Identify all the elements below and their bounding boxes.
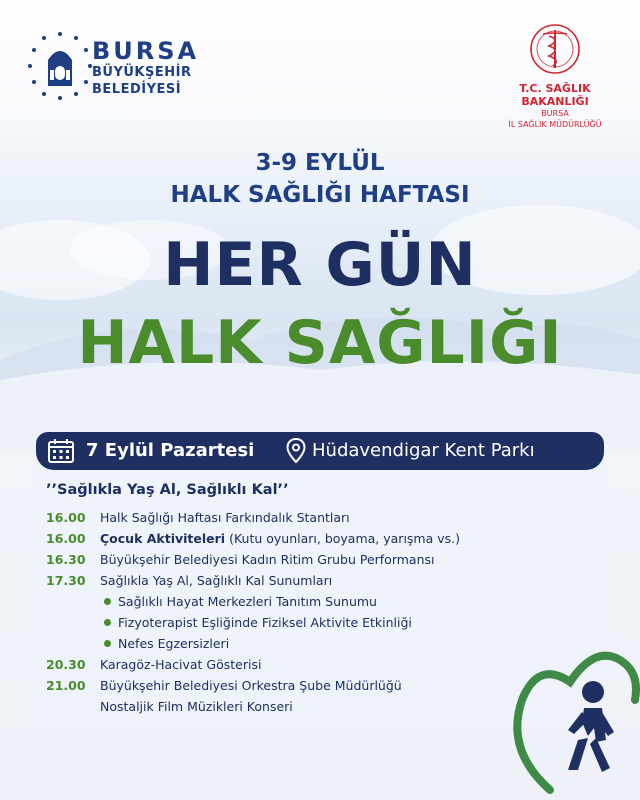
heart-walker-graphic: [510, 640, 640, 800]
ministry-name: T.C. SAĞLIK BAKANLIĞI: [519, 82, 591, 108]
schedule-title-text: Nostaljik Film Müzikleri Konseri: [100, 699, 293, 714]
location-pin-icon: [286, 438, 306, 464]
schedule-time: 16.00: [46, 531, 86, 546]
event-header-bar: [36, 432, 604, 470]
schedule-time: 16.00: [46, 510, 86, 525]
schedule-title-text: Çocuk Aktiviteleri: [100, 531, 226, 546]
caduceus-icon: [525, 22, 585, 76]
brand-line-2: BÜYÜKŞEHİR: [92, 65, 192, 80]
bullet-icon: [104, 640, 111, 647]
schedule-title-text: Karagöz-Hacivat Gösterisi: [100, 657, 262, 672]
week-dates: 3-9 EYLÜL: [255, 150, 385, 176]
sub-item-text: Fizyoterapist Eşliğinde Fiziksel Aktivite Etkinliği: [118, 615, 412, 630]
event-date: 7 Eylül Pazartesi: [86, 440, 255, 461]
schedule-title-text: Büyükşehir Belediyesi Orkestra Şube Müdürlüğü: [100, 678, 402, 693]
schedule-note: (Kutu oyunları, boyama, yarışma vs.): [225, 531, 460, 546]
schedule-time: 17.30: [46, 573, 86, 588]
schedule-title: [100, 573, 332, 588]
schedule-time: 21.00: [46, 678, 86, 693]
schedule-time: 20.30: [46, 657, 86, 672]
sub-item-text: Sağlıklı Hayat Merkezleri Tanıtım Sunumu: [118, 594, 377, 609]
brand-line-1: BURSA: [92, 37, 200, 65]
headline-line-1: HER GÜN: [163, 230, 477, 300]
ministry-city: BURSA: [541, 109, 569, 118]
sub-item: [104, 615, 412, 635]
bullet-icon: [104, 598, 111, 605]
schedule-title: [100, 678, 402, 693]
week-title: HALK SAĞLIĞI HAFTASI: [170, 182, 470, 208]
schedule-title-text: Halk Sağlığı Haftası Farkındalık Stantları: [100, 510, 350, 525]
health-ministry-logo: [490, 22, 620, 129]
ministry-directorate: İL SAĞLIK MÜDÜRLÜĞÜ: [508, 120, 602, 129]
walking-person-icon: [568, 681, 614, 772]
schedule-title: [100, 531, 460, 546]
schedule-title-text: Sağlıkla Yaş Al, Sağlıklı Kal Sunumları: [100, 573, 333, 588]
headline-line-2: HALK SAĞLIĞI: [77, 308, 563, 378]
schedule-title-text: Büyükşehir Belediyesi Kadın Ritim Grubu Performansı: [100, 552, 435, 567]
schedule-title: [100, 657, 261, 672]
sub-item: [104, 594, 377, 614]
schedule-title: [100, 552, 435, 567]
schedule-title: [100, 699, 293, 714]
event-motto: ’’Sağlıkla Yaş Al, Sağlıklı Kal’’: [46, 482, 289, 498]
bullet-icon: [104, 619, 111, 626]
calendar-icon: [47, 438, 75, 464]
municipality-name: [92, 38, 199, 98]
schedule-time: 16.30: [46, 552, 86, 567]
sub-item: [104, 636, 229, 656]
mosque-emblem-icon: [28, 30, 92, 106]
sub-item-text: Nefes Egzersizleri: [118, 636, 230, 651]
event-place: Hüdavendigar Kent Parkı: [312, 440, 535, 461]
brand-line-3: BELEDİYESİ: [92, 82, 182, 97]
schedule-title: [100, 510, 350, 525]
